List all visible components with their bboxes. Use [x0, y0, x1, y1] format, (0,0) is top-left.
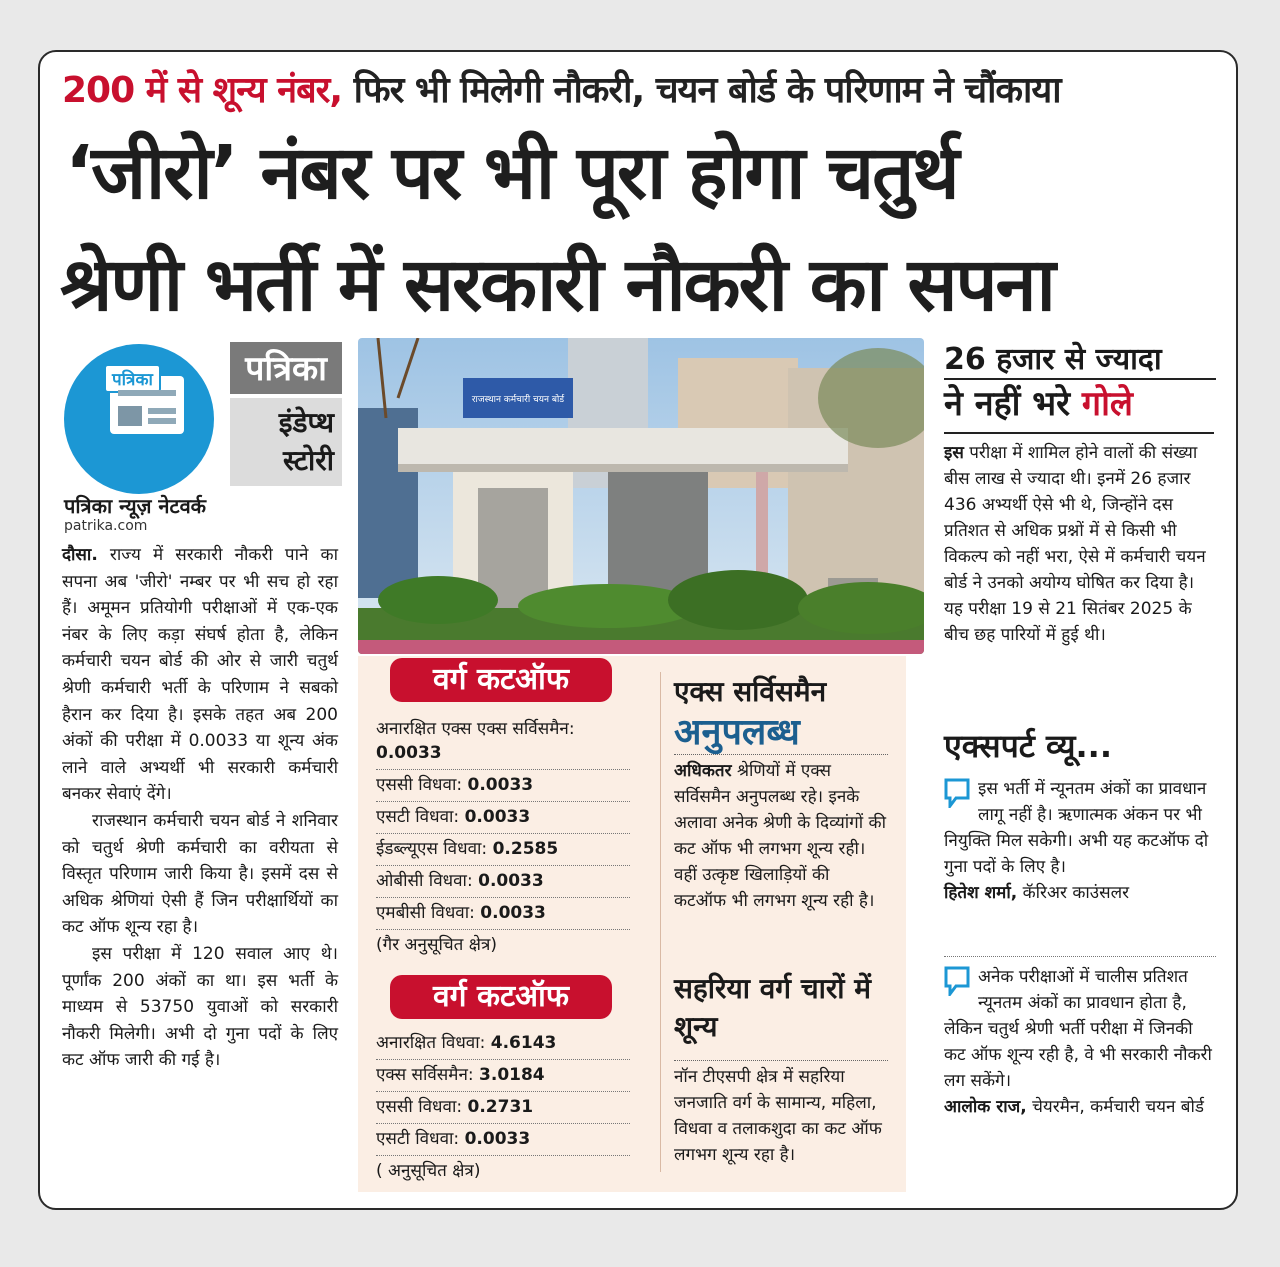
website: patrika.com: [64, 518, 148, 534]
brand-logo: [64, 344, 214, 494]
cutoff-row: एसटी विधवा: 0.0033: [376, 802, 630, 834]
kicker-line: [62, 64, 1222, 113]
headline-line-2: श्रेणी भर्ती में सरकारी नौकरी का सपना: [60, 242, 1054, 328]
sahariya-body: नॉन टीएसपी क्षेत्र में सहरिया जनजाति वर्ग के सामान्य, महिला, विधवा व तलाकशुदा का कट ऑफ लगभग शून्य रहा है।: [674, 1067, 882, 1165]
quote-attribution-2: आलोक राज, चेयरमैन, कर्मचारी चयन बोर्ड: [944, 1097, 1205, 1117]
story-paragraph-2: राजस्थान कर्मचारी चयन बोर्ड ने शनिवार को चतुर्थ श्रेणी कर्मचारी का वरीयता से विस्तृत परिणाम जारी किया है। इसमें दस से अधिक श्रेणियां ऐसी हैं जिन परीक्षार्थियों का कट ऑफ शून्य रहा है।: [62, 810, 338, 938]
cutoff-badge-1: वर्ग कटऑफ: [390, 658, 612, 702]
ex-servicemen-body: अधिकतर श्रेणियों में एक्स सर्विसमैन अनुपलब्ध रहे। इनके अलावा अनेक श्रेणी के दिव्यांगों की कट ऑफ भी लगभग शून्य रही। वहीं उत्कृष्ट खिलाड़ियों की कटऑफ भी लगभग शून्य रही है।: [674, 761, 886, 911]
kicker-text: फिर भी मिलेगी नौकरी, चयन बोर्ड के परिणाम ने चौंकाया: [342, 70, 1061, 111]
story-paragraph-3: इस परीक्षा में 120 सवाल आए थे। पूर्णांक 200 अंकों का था। इस भर्ती के माध्यम से 53750 युवाओं को सरकारी नौकरी मिलेगी। अभी दो गुना पदों के लिए कट ऑफ जारी की गई है।: [62, 943, 338, 1071]
quote-icon: [944, 778, 970, 808]
divider: [944, 956, 1216, 957]
ex-servicemen-subtitle: अनुपलब्ध: [674, 712, 800, 753]
cutoff-row: एमबीसी विधवा: 0.0033: [376, 898, 630, 930]
news-network: पत्रिका न्यूज़ नेटवर्क: [64, 494, 207, 518]
main-story: [62, 542, 338, 1074]
divider: [674, 754, 888, 755]
newspaper-icon-label: पत्रिका: [104, 364, 161, 393]
cutoff-note-1: (गैर अनुसूचित क्षेत्र): [376, 935, 497, 955]
ex-servicemen-title: एक्स सर्विसमैन: [674, 675, 827, 708]
cutoff-note-2: ( अनुसूचित क्षेत्र): [376, 1161, 481, 1181]
side-headline-line-2: ने नहीं भरे गोले: [944, 384, 1133, 424]
cutoff-badge-2: वर्ग कटऑफ: [390, 975, 612, 1019]
cutoff-row: एक्स सर्विसमैन: 3.0184: [376, 1060, 630, 1092]
cutoff-row: ईडब्ल्यूएस विधवा: 0.2585: [376, 834, 630, 866]
photo-sign: राजस्थान कर्मचारी चयन बोर्ड: [471, 395, 565, 405]
newspaper-icon: [110, 370, 184, 434]
headline-line-1: ‘जीरो’ नंबर पर भी पूरा होगा चतुर्थ: [65, 130, 958, 216]
expert-quote-1: [944, 776, 1216, 906]
story-paragraph-1: राज्य में सरकारी नौकरी पाने का सपना अब 'जीरो' नम्बर पर भी सच हो रहा हैं। अमूमन प्रतियोगी परीक्षाओं में एक-एक नंबर के लिए कड़ा संघर्ष होता है, लेकिन कर्मचारी चयन बोर्ड की ओर से जारी चतुर्थ श्रेणी कर्मचारी भर्ती के परिणाम ने सबको हैरान कर दिया है। इसके तहत अब 200 अंकों की परीक्षा में 0.0033 या शून्य अंक लाने वाले अभ्यर्थी भी सरकारी कर्मचारी बनकर सेवाएं देंगे।: [62, 545, 338, 805]
brand-subtitle-line-2: स्टोरी: [283, 444, 334, 477]
divider: [674, 1060, 888, 1061]
side-headline-line-1: 26 हजार से ज्यादा: [944, 342, 1216, 380]
cutoff-row: एससी विधवा: 0.0033: [376, 770, 630, 802]
dateline: दौसा.: [62, 545, 98, 565]
building-photo: [358, 338, 924, 654]
cutoff-list-1: [376, 714, 630, 961]
sahariya-title: सहरिया वर्ग चारों में शून्य: [674, 972, 872, 1043]
cutoff-row: एसटी विधवा: 0.0033: [376, 1124, 630, 1156]
cutoff-row: एससी विधवा: 0.2731: [376, 1092, 630, 1124]
side-story-body: इस परीक्षा में शामिल होने वालों की संख्या बीस लाख से ज्यादा थी। इनमें 26 हजार 436 अभ्यर्थी ऐसे भी थे, जिन्होंने दस प्रतिशत से अधिक प्रश्नों में से किसी भी विकल्प को नहीं भरा, ऐसे में कर्मचारी चयन बोर्ड ने उनको अयोग्य घोषित कर दिया है। यह परीक्षा 19 से 21 सितंबर 2025 के बीच छह पारियों में हुई थी।: [944, 443, 1206, 645]
brand-name: पत्रिका: [230, 342, 342, 394]
cutoff-row: अनारक्षित एक्स एक्स सर्विसमैन: 0.0033: [376, 714, 630, 770]
cutoff-row: ओबीसी विधवा: 0.0033: [376, 866, 630, 898]
quote-icon: [944, 966, 970, 996]
cutoff-row: अनारक्षित विधवा: 4.6143: [376, 1028, 630, 1060]
kicker-highlight: 200 में से शून्य नंबर,: [62, 70, 343, 111]
quote-text-1: इस भर्ती में न्यूनतम अंकों का प्रावधान लागू नहीं है। ऋणात्मक अंकन पर भी नियुक्ति मिल सकेगी। अभी यह कटऑफ दो गुना पदों के लिए है।: [944, 779, 1209, 877]
newspaper-clipping: [38, 50, 1238, 1210]
divider: [944, 432, 1214, 434]
cutoff-list-2: [376, 1028, 630, 1187]
quote-attribution-1: हितेश शर्मा, कॅरिअर काउंसलर: [944, 883, 1130, 903]
column-divider: [660, 672, 661, 1172]
expert-view-title: एक्सपर्ट व्यू...: [944, 727, 1112, 765]
expert-quote-2: [944, 964, 1216, 1120]
brand-subtitle: [230, 398, 342, 486]
brand-subtitle-line-1: इंडेप्थ: [278, 406, 334, 439]
quote-text-2: अनेक परीक्षाओं में चालीस प्रतिशत न्यूनतम अंकों का प्रावधान होता है, लेकिन चतुर्थ श्रेणी भर्ती परीक्षा में जिनकी कट ऑफ शून्य रही है, वे भी सरकारी नौकरी लग सकेंगे।: [944, 967, 1212, 1091]
